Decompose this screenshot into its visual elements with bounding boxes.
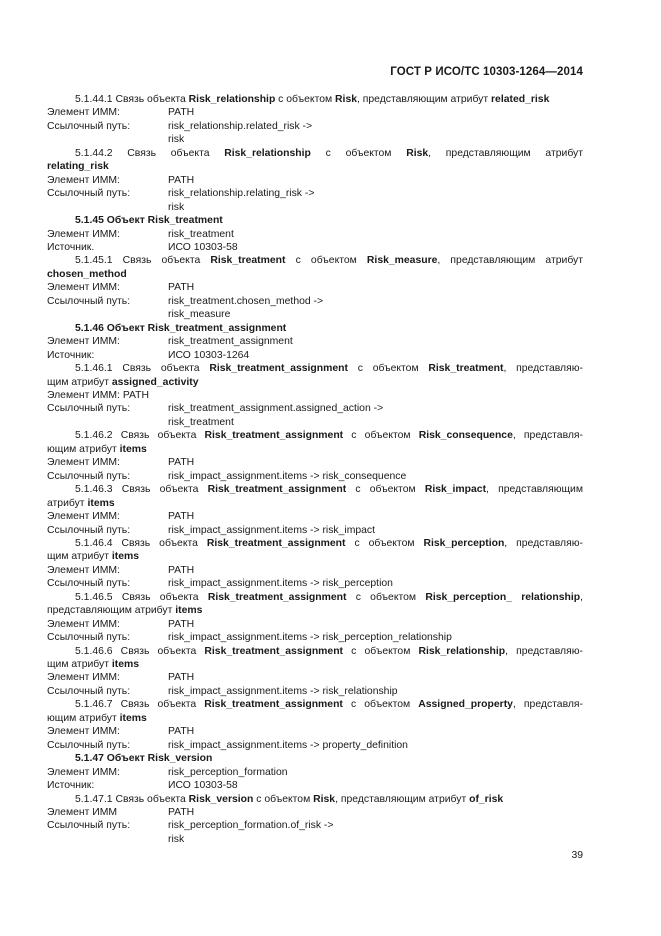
text-run: представляющим атрибут bbox=[47, 605, 176, 617]
entity-name: Risk_treatment_assignment bbox=[207, 484, 347, 496]
mapping-row bbox=[47, 739, 583, 752]
mapping-value: risk_treatment.chosen_method -> bbox=[168, 295, 324, 307]
mapping-row bbox=[47, 106, 583, 119]
mapping-label: Элемент ИММ bbox=[47, 807, 118, 819]
text-run: 5.1.46.4 Связь объекта bbox=[75, 537, 207, 549]
mapping-row bbox=[47, 524, 583, 537]
mapping-row bbox=[47, 806, 583, 819]
mapping-value: risk_treatment_assignment.assigned_action -> bbox=[168, 403, 384, 415]
mapping-row bbox=[47, 510, 583, 523]
text-run: атрибут bbox=[47, 497, 88, 509]
clause-continuation bbox=[47, 604, 583, 617]
mapping-label: Ссылочный путь: bbox=[47, 524, 131, 536]
clause-continuation bbox=[47, 712, 583, 725]
clause-text bbox=[47, 362, 583, 375]
text-run: 5.1.46.5 Связь объекта bbox=[75, 591, 208, 603]
entity-name: Risk_treatment_assignment bbox=[204, 645, 344, 657]
entity-name: Risk_relationship bbox=[418, 645, 506, 657]
entity-name: Risk_version bbox=[147, 753, 213, 765]
mapping-value: PATH bbox=[168, 564, 195, 576]
entity-name: items bbox=[87, 497, 115, 509]
mapping-value: PATH bbox=[168, 726, 195, 738]
mapping-label: Элемент ИММ: bbox=[47, 457, 120, 469]
text-run: 5.1.45.1 Связь объекта bbox=[75, 255, 211, 267]
mapping-value: ИСО 10303-58 bbox=[168, 241, 238, 253]
entity-name: 5.1.45 Объект bbox=[75, 215, 148, 227]
mapping-value: risk_impact_assignment.items -> risk_perception_relationship bbox=[168, 632, 452, 644]
text-run: , представля- bbox=[512, 699, 583, 711]
text-run: ющим атрибут bbox=[47, 443, 120, 455]
clause-text bbox=[47, 254, 583, 267]
text-run: щим атрибут bbox=[47, 376, 112, 388]
entity-name: items bbox=[119, 443, 147, 455]
mapping-value: risk_perception_formation bbox=[168, 766, 288, 778]
mapping-row bbox=[47, 671, 583, 684]
mapping-label: Элемент ИММ: bbox=[47, 564, 120, 576]
mapping-value: PATH bbox=[168, 174, 195, 186]
clause-text bbox=[47, 483, 583, 496]
text-run: с объектом bbox=[347, 363, 429, 375]
entity-name: Risk_treatment bbox=[210, 255, 286, 267]
mapping-value: risk_relationship.relating_risk -> bbox=[168, 188, 315, 200]
text-run: с объектом bbox=[342, 699, 419, 711]
mapping-row bbox=[47, 618, 583, 631]
mapping-value: PATH bbox=[168, 618, 195, 630]
clause-text bbox=[47, 93, 583, 106]
entity-name: 5.1.47 Объект bbox=[75, 753, 148, 765]
mapping-value: PATH bbox=[168, 282, 195, 294]
mapping-value: risk_relationship.related_risk -> bbox=[168, 120, 313, 132]
mapping-value: PATH bbox=[168, 511, 195, 523]
mapping-label: Элемент ИММ: bbox=[47, 336, 120, 348]
entity-name: Assigned_property bbox=[418, 699, 513, 711]
mapping-label: Ссылочный путь: bbox=[47, 578, 131, 590]
text-run: , представляющим атрибут bbox=[437, 255, 584, 267]
entity-name: assigned_activity bbox=[111, 376, 199, 388]
path-continuation: risk bbox=[168, 201, 185, 213]
text-run: 5.1.44.1 Связь объекта bbox=[75, 94, 189, 105]
text-run: , представляющим атрибут bbox=[335, 793, 470, 805]
mapping-row bbox=[47, 685, 583, 698]
mapping-value: PATH bbox=[168, 107, 195, 119]
mapping-value: risk_perception_formation.of_risk -> bbox=[168, 820, 334, 832]
clause-text bbox=[47, 429, 583, 442]
mapping-label: Ссылочный путь: bbox=[47, 120, 131, 132]
mapping-label: Элемент ИММ: bbox=[47, 107, 120, 119]
text-run: с объектом bbox=[285, 255, 367, 267]
mapping-value: risk_treatment_assignment bbox=[168, 336, 293, 348]
mapping-row bbox=[47, 228, 583, 241]
entity-name: Risk_perception_ relationship bbox=[425, 591, 581, 603]
clause-text bbox=[47, 698, 583, 711]
mapping-row bbox=[47, 766, 583, 779]
path-continuation: risk bbox=[168, 833, 185, 845]
clause-continuation bbox=[47, 376, 583, 389]
text-run: 5.1.46.6 Связь объекта bbox=[75, 645, 205, 657]
text-run: , представляющим атрибут bbox=[357, 94, 492, 105]
entity-name: 5.1.46 Объект bbox=[75, 322, 148, 334]
text-run: , представляю- bbox=[504, 537, 583, 549]
mapping-value: PATH bbox=[168, 457, 195, 469]
entity-name: Risk bbox=[335, 94, 357, 105]
mapping-row bbox=[47, 564, 583, 577]
entity-name: Risk_relationship bbox=[224, 147, 311, 159]
text-run: щим атрибут bbox=[47, 551, 112, 563]
mapping-label: Ссылочный путь: bbox=[47, 188, 131, 200]
entity-name: items bbox=[111, 551, 139, 563]
entity-name: Risk_treatment bbox=[147, 215, 223, 227]
mapping-row bbox=[47, 402, 583, 415]
mapping-label: Ссылочный путь: bbox=[47, 685, 131, 697]
entity-name: items bbox=[119, 712, 147, 724]
mapping-value: risk_impact_assignment.items -> risk_impact bbox=[168, 524, 376, 536]
mapping-value: risk_impact_assignment.items -> risk_consequence bbox=[168, 470, 407, 482]
entity-name: Risk_impact bbox=[424, 484, 487, 496]
mapping-label: Элемент ИММ: bbox=[47, 228, 120, 240]
mapping-row bbox=[47, 819, 583, 832]
text-run: , представляю- bbox=[503, 363, 583, 375]
text-run: с объектом bbox=[253, 793, 314, 805]
mapping-value: risk_impact_assignment.items -> risk_relationship bbox=[168, 685, 398, 697]
entity-name: chosen_method bbox=[47, 268, 127, 280]
text-run: , представляю- bbox=[505, 645, 584, 657]
text-run: Элемент ИММ: PATH bbox=[47, 389, 149, 401]
clause-continuation bbox=[47, 268, 583, 281]
text-run: с объектом bbox=[275, 94, 336, 105]
mapping-label: Источник. bbox=[47, 241, 95, 253]
clause-text bbox=[47, 793, 583, 806]
clause-continuation bbox=[47, 443, 583, 456]
entity-name: Risk bbox=[406, 147, 429, 159]
section-heading bbox=[47, 752, 583, 765]
mapping-label: Ссылочный путь: bbox=[47, 632, 131, 644]
clause-text bbox=[47, 645, 583, 658]
entity-name: Risk_relationship bbox=[188, 94, 276, 105]
entity-name: Risk_version bbox=[188, 793, 254, 805]
text-run: 5.1.46.2 Связь объекта bbox=[75, 430, 205, 442]
entity-name: related_risk bbox=[491, 94, 550, 105]
mapping-row bbox=[47, 349, 583, 362]
text-run: с объектом bbox=[346, 591, 426, 603]
entity-name: Risk_perception bbox=[423, 537, 505, 549]
clause-text bbox=[47, 537, 583, 550]
mapping-row bbox=[47, 174, 583, 187]
clause-continuation bbox=[47, 658, 583, 671]
text-run: 5.1.46.7 Связь объекта bbox=[75, 699, 205, 711]
mapping-row bbox=[47, 120, 583, 133]
mapping-label: Элемент ИММ: bbox=[47, 672, 120, 684]
path-continuation: risk_treatment bbox=[168, 416, 234, 428]
mapping-row bbox=[47, 631, 583, 644]
section-heading bbox=[47, 322, 583, 335]
mapping-row bbox=[47, 577, 583, 590]
text-run: , представля- bbox=[512, 430, 583, 442]
entity-name: items bbox=[111, 659, 139, 671]
text-run: с объектом bbox=[346, 484, 425, 496]
mapping-value: PATH bbox=[168, 807, 195, 819]
mapping-row bbox=[47, 241, 583, 254]
mapping-value: ИСО 10303-58 bbox=[168, 780, 238, 792]
path-continuation: risk bbox=[168, 134, 185, 146]
text-run: , bbox=[580, 591, 583, 603]
mapping-row bbox=[47, 281, 583, 294]
text-run: с объектом bbox=[345, 537, 424, 549]
entity-name: Risk_treatment_assignment bbox=[209, 363, 348, 375]
entity-name: relating_risk bbox=[47, 161, 109, 173]
clause-continuation bbox=[47, 550, 583, 563]
mapping-label: Ссылочный путь: bbox=[47, 403, 131, 415]
mapping-label: Ссылочный путь: bbox=[47, 739, 131, 751]
document-body bbox=[47, 93, 583, 846]
entity-name: Risk_treatment_assignment bbox=[204, 430, 344, 442]
mapping-label: Ссылочный путь: bbox=[47, 470, 131, 482]
mapping-label: Элемент ИММ: bbox=[47, 174, 120, 186]
mapping-value: risk_impact_assignment.items -> risk_perception bbox=[168, 578, 393, 590]
text-run: 5.1.46.1 Связь объекта bbox=[75, 363, 210, 375]
clause-continuation bbox=[47, 160, 583, 173]
clause-text bbox=[47, 147, 583, 160]
mapping-row bbox=[47, 470, 583, 483]
page-number: 39 bbox=[571, 850, 583, 861]
mapping-row bbox=[47, 187, 583, 200]
mapping-value: PATH bbox=[168, 672, 195, 684]
text-run: 5.1.44.2 Связь объекта bbox=[75, 147, 225, 159]
text-run: с объектом bbox=[343, 430, 419, 442]
clause-continuation bbox=[47, 497, 583, 510]
document-header: ГОСТ Р ИСО/ТС 10303-1264—2014 bbox=[390, 66, 583, 78]
text-run: , представляющим bbox=[486, 484, 583, 496]
entity-name: Risk_treatment_assignment bbox=[207, 591, 347, 603]
mapping-row bbox=[47, 456, 583, 469]
entity-name: Risk_treatment_assignment bbox=[206, 537, 346, 549]
mapping-row bbox=[47, 779, 583, 792]
mapping-label: Ссылочный путь: bbox=[47, 820, 131, 832]
text-run: 5.1.47.1 Связь объекта bbox=[75, 793, 189, 805]
entity-name: Risk_consequence bbox=[418, 430, 513, 442]
mapping-label: Элемент ИММ: bbox=[47, 511, 120, 523]
clause-continuation bbox=[47, 389, 583, 402]
clause-text bbox=[47, 591, 583, 604]
entity-name: Risk_treatment_assignment bbox=[147, 322, 287, 334]
mapping-label: Элемент ИММ: bbox=[47, 726, 120, 738]
entity-name: items bbox=[175, 605, 203, 617]
entity-name: Risk_measure bbox=[366, 255, 438, 267]
mapping-row bbox=[47, 295, 583, 308]
mapping-value: risk_treatment bbox=[168, 228, 234, 240]
mapping-label: Источник: bbox=[47, 349, 95, 361]
entity-name: Risk_treatment bbox=[428, 363, 504, 375]
mapping-label: Элемент ИММ: bbox=[47, 618, 120, 630]
path-continuation: risk_measure bbox=[168, 309, 231, 321]
text-run: щим атрибут bbox=[47, 659, 112, 671]
text-run: , представляющим атрибут bbox=[428, 147, 583, 159]
entity-name: Risk bbox=[313, 793, 336, 805]
mapping-row bbox=[47, 335, 583, 348]
text-run: ющим атрибут bbox=[47, 712, 120, 724]
entity-name: of_risk bbox=[469, 793, 504, 805]
section-heading bbox=[47, 214, 583, 227]
text-run: с объектом bbox=[343, 645, 419, 657]
mapping-value: risk_impact_assignment.items -> property_definition bbox=[168, 739, 408, 751]
text-run: 5.1.46.3 Связь объекта bbox=[75, 484, 208, 496]
text-run: с объектом bbox=[310, 147, 407, 159]
mapping-label: Ссылочный путь: bbox=[47, 295, 131, 307]
mapping-row bbox=[47, 725, 583, 738]
mapping-value: ИСО 10303-1264 bbox=[168, 349, 250, 361]
mapping-label: Элемент ИММ: bbox=[47, 766, 120, 778]
mapping-label: Источник: bbox=[47, 780, 95, 792]
mapping-label: Элемент ИММ: bbox=[47, 282, 120, 294]
entity-name: Risk_treatment_assignment bbox=[204, 699, 343, 711]
